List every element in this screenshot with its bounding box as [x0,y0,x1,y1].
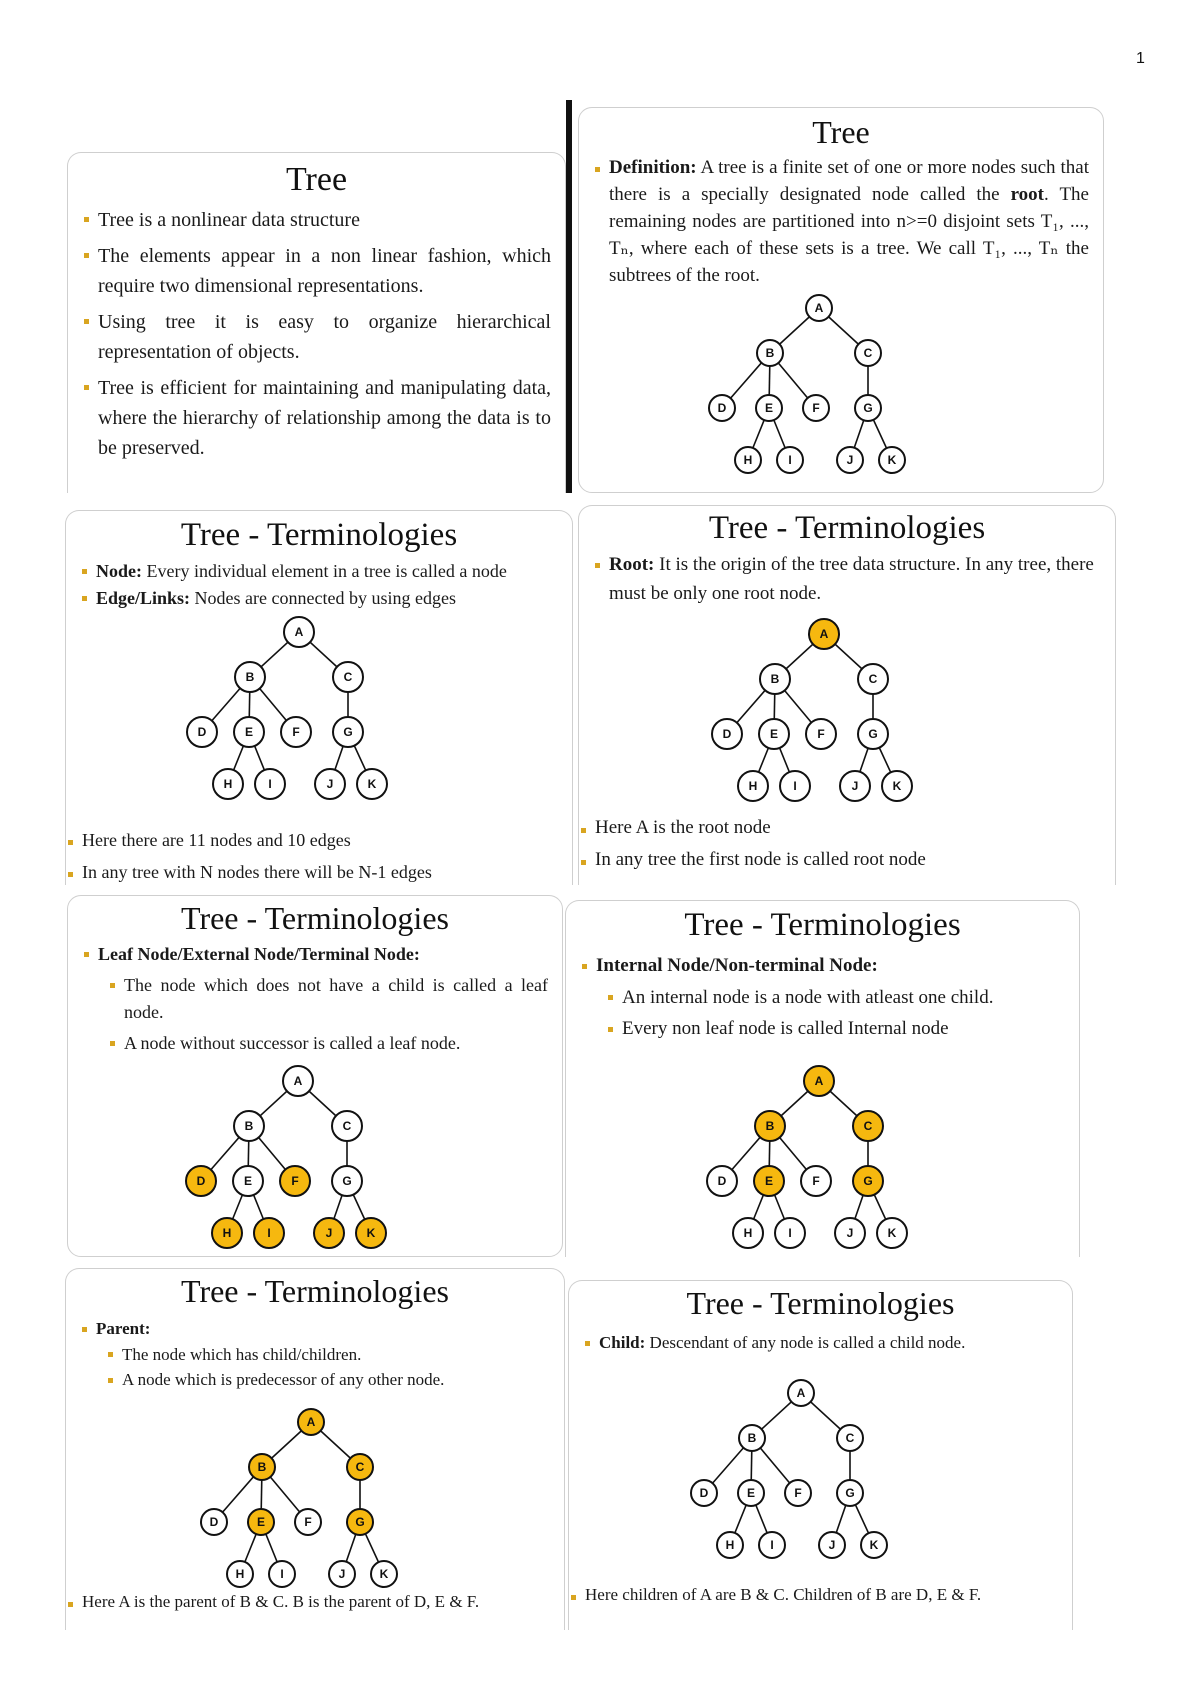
tree-node-A [283,1066,313,1096]
tree-node-label: D [717,1174,727,1188]
bullet [80,585,558,612]
tree-node-label: H [743,1226,753,1240]
note: Here there are 11 nodes and 10 edges [66,829,432,852]
tree-node-label: A [306,1415,316,1429]
tree-node-C [333,662,363,692]
tree-node-B [755,1111,785,1141]
bullet-heading [82,941,548,968]
term-label: Edge/Links: [96,588,191,608]
slide-title: Tree - Terminologies [686,1285,955,1321]
tree-node-label: J [338,1567,346,1581]
tree-node-label: B [770,672,780,686]
slide-leaf-node [67,895,563,1257]
tree-node-label: G [845,1486,855,1500]
tree-node-label: G [355,1515,365,1529]
bullet: Using tree it is easy to organize hierarchical representation of objects. [82,307,551,367]
tree-node-G [347,1509,373,1535]
tree-node-label: A [796,1386,806,1400]
slide-tree-intro [67,152,566,493]
tree-node-label: E [256,1515,266,1529]
tree-node-C [853,1111,883,1141]
tree-node-I [775,1218,805,1248]
tree-node-label: K [887,1226,897,1240]
sub-bullet: Every non leaf node is called Internal node [606,1015,1065,1044]
term-text: Nodes are connected by using edges [190,588,456,608]
slide-internal-node [565,900,1080,1257]
tree-node-label: J [846,1226,854,1240]
tree-node-G [332,1166,362,1196]
tree-node-label: B [257,1460,267,1474]
tree-node-K [879,447,905,473]
tree-node-label: A [814,301,824,315]
tree-node-E [234,717,264,747]
term-text: It is the origin of the tree data structure. In any tree, there must be only one root node. [609,554,1094,604]
sub-bullet: An internal node is a node with atleast one child. [606,984,1065,1013]
slide-root [578,505,1116,885]
note: Here A is the root node [579,816,926,840]
tree-diagram [717,1074,897,1240]
sub-bullet: A node which is predecessor of any other node. [106,1367,550,1393]
bullet [593,551,1101,608]
tree-node-D [186,1166,216,1196]
tree-node-label: F [292,725,300,739]
slide-title: Tree - Terminologies [180,517,458,553]
tree-node-C [858,664,888,694]
bullet-list [580,952,1065,1044]
tree-node-label: J [846,453,854,467]
tree-node-label: E [764,1174,774,1188]
page-number: 1 [1136,50,1145,67]
slide-node-edge [65,510,573,885]
tree-node-D [709,395,735,421]
tree-node-I [254,1218,284,1248]
tree-node-label: J [851,779,859,793]
tree-node-label: D [699,1486,709,1500]
tree-node-label: E [243,1174,253,1188]
tree-node-label: A [293,1074,303,1088]
tree-node-D [712,719,742,749]
tree-node-J [314,1218,344,1248]
tree-node-D [691,1480,717,1506]
slide-title: Tree - Terminologies [181,900,449,936]
tree-node-label: B [244,1119,254,1133]
tree-node-E [756,395,782,421]
notes-list [579,816,926,872]
tree-node-label: I [793,779,797,793]
tree-node-H [213,769,243,799]
definition-root: root [1010,183,1045,205]
term-label: Root: [609,554,655,575]
tree-node-H [733,1218,763,1248]
tree-diagram [196,1074,376,1240]
tree-node-label: K [379,1567,389,1581]
notes-list [66,829,432,883]
slide-child [568,1280,1073,1630]
tree-node-I [759,1532,785,1558]
tree-node-G [837,1480,863,1506]
term-text: Every individual element in a tree is called a node [142,561,507,581]
tree-node-label: C [355,1460,365,1474]
tree-node-label: A [819,627,829,641]
tree-node-label: G [863,1174,873,1188]
tree-node-B [235,662,265,692]
bullet-list [583,1330,1058,1356]
tree-node-H [212,1218,242,1248]
tree-node-F [280,1166,310,1196]
tree-node-H [738,771,768,801]
slide-divider [566,100,572,493]
tree-node-label: J [828,1538,836,1552]
bullet: Tree is a nonlinear data structure [82,205,551,235]
definition-label: Definition: [609,157,697,178]
tree-node-label: I [788,1226,792,1240]
slide-title: Tree - Terminologies [181,1273,449,1309]
tree-node-label: F [812,1174,820,1188]
tree-node-J [315,769,345,799]
bullet [583,1330,1058,1356]
tree-node-F [806,719,836,749]
tree-node-label: H [222,1226,232,1240]
bullet-list [593,155,1089,290]
tree-node-label: F [794,1486,802,1500]
tree-node-G [333,717,363,747]
tree-diagram [209,1415,389,1581]
tree-node-label: C [863,1119,873,1133]
term-label: Node: [96,561,142,581]
tree-node-label: G [342,1174,352,1188]
tree-node-D [187,717,217,747]
tree-diagram [197,625,377,791]
tree-node-label: C [863,346,873,360]
tree-node-K [371,1561,397,1587]
tree-node-label: F [812,401,820,415]
bullet-heading [80,1316,550,1342]
tree-node-G [853,1166,883,1196]
tree-node-J [840,771,870,801]
tree-node-G [855,395,881,421]
bullet: Tree is efficient for maintaining and manipulating data, where the hierarchy of relationship among the data is to be preserved. [82,373,551,463]
tree-node-label: D [197,725,207,739]
tree-node-I [780,771,810,801]
tree-node-I [269,1561,295,1587]
tree-node-label: I [770,1538,774,1552]
term-text: Descendant of any node is called a child node. [645,1333,966,1352]
bullet [80,558,558,585]
tree-node-E [754,1166,784,1196]
tree-node-label: B [245,670,255,684]
tree-diagram [722,627,902,793]
term-label: Internal Node/Non-terminal Node: [596,955,878,976]
bullet-list [82,941,548,1057]
tree-node-label: K [367,777,377,791]
bullet-list [80,558,558,612]
slide-title: Tree - Terminologies [684,907,961,943]
tree-node-label: B [747,1431,757,1445]
tree-node-label: A [814,1074,824,1088]
term-label: Leaf Node/External Node/Terminal Node: [98,944,420,964]
tree-node-G [858,719,888,749]
bullet-heading [580,952,1065,981]
tree-node-K [877,1218,907,1248]
tree-node-label: B [765,1119,775,1133]
note: In any tree the first node is called root node [579,848,926,872]
tree-node-label: C [868,672,878,686]
tree-node-H [717,1532,743,1558]
tree-node-label: H [223,777,233,791]
tree-node-J [329,1561,355,1587]
notes-list [569,1584,981,1605]
tree-node-label: B [765,346,775,360]
tree-node-J [837,447,863,473]
tree-node-label: K [892,779,902,793]
tree-node-label: K [887,453,897,467]
tree-node-label: I [267,1226,271,1240]
tree-node-label: F [304,1515,312,1529]
tree-node-label: E [746,1486,756,1500]
tree-node-label: I [788,453,792,467]
tree-node-D [707,1166,737,1196]
tree-node-E [738,1480,764,1506]
tree-node-A [806,295,832,321]
slide-title: Tree [285,161,348,198]
tree-node-label: D [196,1174,206,1188]
tree-node-J [819,1532,845,1558]
tree-node-H [227,1561,253,1587]
tree-node-label: H [725,1538,735,1552]
tree-node-label: H [743,453,753,467]
tree-node-label: I [268,777,272,791]
tree-node-label: E [769,727,779,741]
tree-node-B [739,1425,765,1451]
tree-node-A [298,1409,324,1435]
tree-node-J [835,1218,865,1248]
tree-node-E [759,719,789,749]
slide-tree-definition [578,107,1104,493]
tree-node-label: F [291,1174,299,1188]
tree-node-label: K [869,1538,879,1552]
tree-node-label: C [342,1119,352,1133]
tree-node-K [882,771,912,801]
tree-node-label: G [343,725,353,739]
tree-node-I [777,447,803,473]
tree-node-E [248,1509,274,1535]
tree-node-C [332,1111,362,1141]
tree-node-F [785,1480,811,1506]
slide-parent [65,1268,565,1630]
note: Here children of A are B & C. Children of B are D, E & F. [569,1584,981,1605]
tree-node-B [757,340,783,366]
bullet-list [80,1316,550,1393]
tree-node-B [760,664,790,694]
note: In any tree with N nodes there will be N-1 edges [66,861,432,884]
tree-node-label: H [748,779,758,793]
tree-node-label: G [863,401,873,415]
tree-node-B [249,1454,275,1480]
tree-node-A [284,617,314,647]
tree-node-I [255,769,285,799]
tree-node-label: F [817,727,825,741]
tree-node-label: C [343,670,353,684]
term-label: Parent: [96,1319,151,1338]
definition-text: . The remaining nodes are partitioned into n>=0 disjoint sets T₁, ..., Tₙ, where each of these sets is a tree. We call T₁, ..., Tₙ the subtrees of the root. [609,183,1089,286]
tree-diagram [699,1386,879,1552]
tree-node-K [357,769,387,799]
tree-node-F [801,1166,831,1196]
tree-node-label: I [280,1567,284,1581]
tree-node-A [804,1066,834,1096]
definition-text: A tree is a finite set of one or more nodes such that there is a specially designated node called the [609,157,1089,205]
tree-node-K [356,1218,386,1248]
slide-title: Tree [812,114,870,150]
tree-node-A [809,619,839,649]
tree-node-label: A [294,625,304,639]
bullet-list [593,551,1101,608]
tree-node-label: H [235,1567,245,1581]
tree-node-label: G [868,727,878,741]
tree-node-label: D [722,727,732,741]
tree-node-A [788,1380,814,1406]
sub-bullet: The node which has child/children. [106,1342,550,1368]
tree-node-label: J [326,777,334,791]
notes-list [66,1591,479,1612]
tree-node-D [201,1509,227,1535]
tree-node-label: J [325,1226,333,1240]
tree-node-label: C [845,1431,855,1445]
sub-bullet: A node without successor is called a leaf node. [108,1030,548,1057]
tree-node-H [735,447,761,473]
definition-bullet [593,155,1089,290]
tree-node-label: D [209,1515,219,1529]
tree-node-label: K [366,1226,376,1240]
slide-title: Tree - Terminologies [708,510,986,546]
tree-node-label: D [717,401,727,415]
note: Here A is the parent of B & C. B is the parent of D, E & F. [66,1591,479,1612]
tree-node-F [803,395,829,421]
tree-node-B [234,1111,264,1141]
sub-bullet: The node which does not have a child is called a leaf node. [108,972,548,1026]
tree-node-E [233,1166,263,1196]
tree-node-label: E [244,725,254,739]
bullet: The elements appear in a non linear fashion, which require two dimensional representations. [82,241,551,301]
tree-node-C [347,1454,373,1480]
tree-node-K [861,1532,887,1558]
tree-node-F [295,1509,321,1535]
tree-diagram [717,301,897,467]
tree-node-F [281,717,311,747]
term-label: Child: [599,1333,646,1352]
tree-node-C [855,340,881,366]
tree-node-label: E [764,401,774,415]
tree-node-C [837,1425,863,1451]
bullet-list [82,205,551,463]
